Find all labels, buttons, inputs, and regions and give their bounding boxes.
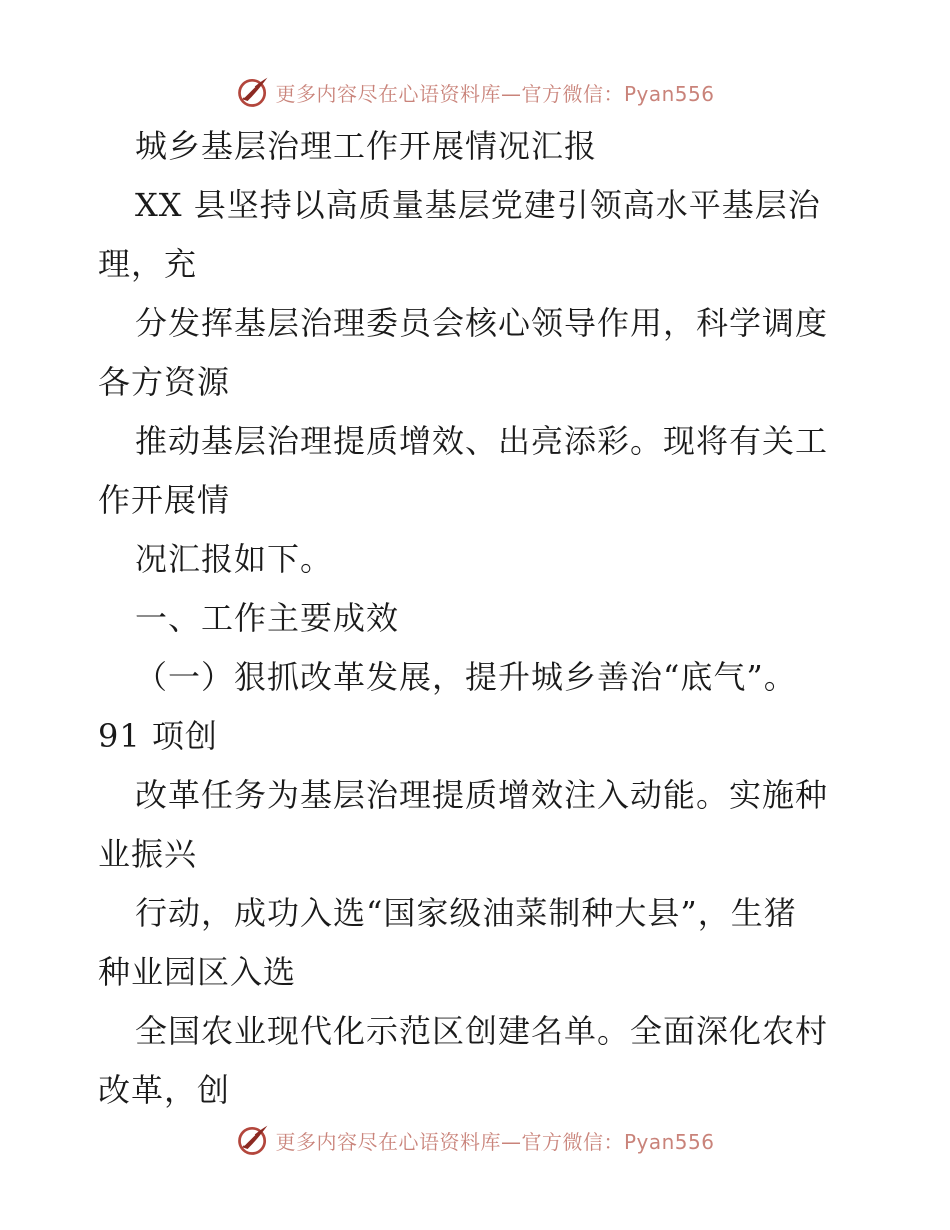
paragraph-line: 分发挥基层治理委员会核心领导作用，科学调度 [135, 304, 829, 342]
paragraph-line: 作开展情 [98, 481, 231, 519]
header-banner-text: 更多内容尽在心语资料库—官方微信：Pyan556 [275, 81, 715, 106]
paragraph-line: 各方资源 [98, 363, 231, 401]
paragraph-line: 推动基层治理提质增效、出亮添彩。现将有关工 [135, 422, 829, 460]
subsection-heading: （一）狠抓改革发展，提升城乡善治“底气”。 [135, 658, 797, 696]
paragraph-line: 改革任务为基层治理提质增效注入动能。实施种 [135, 776, 829, 814]
paragraph-line: 行动，成功入选“国家级油菜制种大县”，生猪 [135, 894, 797, 932]
paragraph-line: 种业园区入选 [98, 953, 297, 991]
paragraph-line: XX 县坚持以高质量基层党建引领高水平基层治 [135, 186, 821, 224]
paragraph-line: 全国农业现代化示范区创建名单。全面深化农村 [135, 1012, 829, 1050]
paragraph-line: 况汇报如下。 [135, 540, 334, 578]
footer-banner-text: 更多内容尽在心语资料库—官方微信：Pyan556 [275, 1129, 715, 1154]
document-title: 城乡基层治理工作开展情况汇报 [135, 127, 598, 165]
paragraph-line: 改革，创 [98, 1071, 231, 1109]
quill-pen-logo-icon [235, 74, 271, 110]
footer-banner [0, 1120, 950, 1160]
paragraph-line: 91 项创 [98, 717, 218, 755]
quill-pen-logo-icon [235, 1122, 271, 1158]
header-banner [0, 72, 950, 112]
section-heading: 一、工作主要成效 [135, 599, 400, 637]
paragraph-line: 业振兴 [98, 835, 198, 873]
paragraph-line: 理，充 [98, 245, 198, 283]
